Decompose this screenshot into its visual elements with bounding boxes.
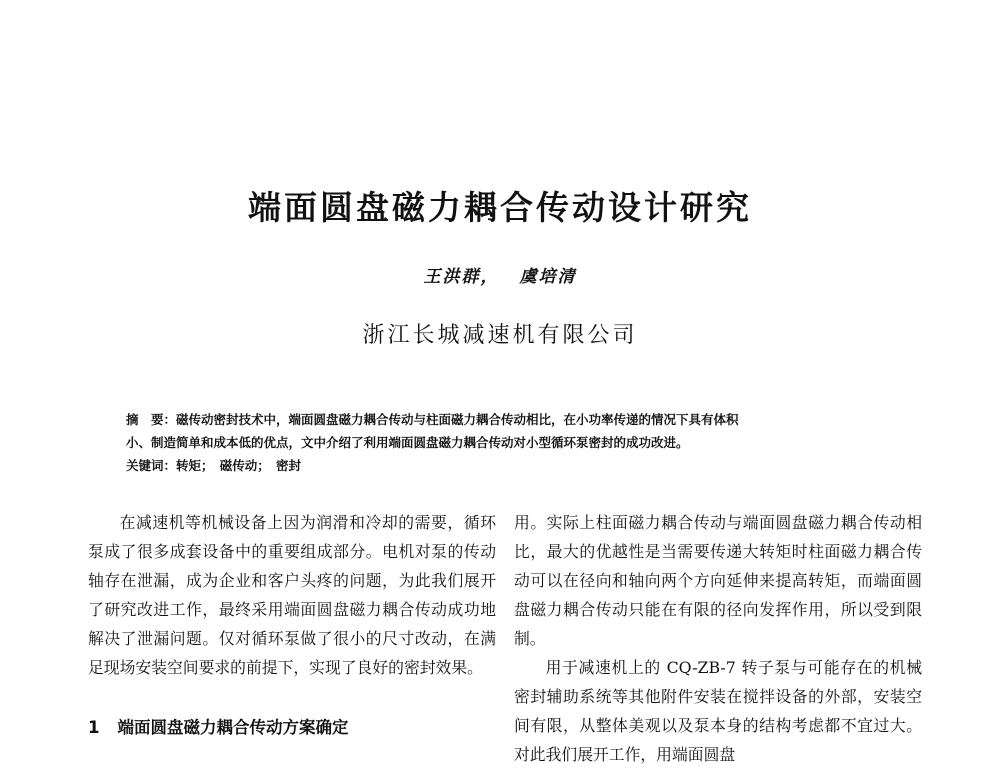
keywords-label: 关键词：: [126, 458, 177, 473]
abstract-line-1: [126, 408, 886, 431]
abstract-text-1: 磁传动密封技术中，端面圆盘磁力耦合传动与柱面磁力耦合传动相比，在小功率传递的情况下具有体积: [176, 412, 739, 427]
right-paragraph-2: 用于减速机上的 CQ-ZB-7 转子泵与可能存在的机械密封辅助系统等其他附件安装在搅拌设备的外部，安装空间有限，从整体美观以及泵本身的结构考虑都不宜过大。对此我们展开工作，用端面圆盘: [514, 658, 922, 764]
author-1: 王洪群，: [423, 267, 500, 287]
keywords-text: 转矩； 磁传动； 密封: [176, 458, 302, 473]
section-title: 端面圆盘磁力耦合传动方案确定: [117, 718, 349, 737]
left-column: [88, 508, 496, 682]
left-paragraph: 在减速机等机械设备上因为润滑和冷却的需要，循环泵成了很多成套设备中的重要组成部分。电机对泵的传动轴存在泄漏，成为企业和客户头疼的问题，为此我们展开了研究改进工作，最终采用端面圆盘磁力耦合传动成功地解决了泄漏问题。仅对循环泵做了很小的尺寸改动，在满足现场安装空间要求的前提下，实现了良好的密封效果。: [88, 513, 496, 677]
section-heading: [88, 714, 348, 738]
abstract-label: 摘 要：: [126, 412, 177, 427]
abstract-block: [126, 408, 886, 477]
author-2: 虞培清: [519, 267, 577, 287]
right-paragraph-1: 用。实际上柱面磁力耦合传动与端面圆盘磁力耦合传动相比，最大的优越性是当需要传递大转矩时柱面磁力耦合传动可以在径向和轴向两个方向延伸来提高转矩，而端面圆盘磁力耦合传动只能在有限的径向发挥作用，所以受到限制。: [514, 513, 922, 648]
abstract-line-2: 小、制造简单和成本低的优点，文中介绍了利用端面圆盘磁力耦合传动对小型循环泵密封的成功改进。: [126, 435, 689, 450]
section-number: 1: [88, 718, 100, 737]
keywords-line: [126, 454, 886, 477]
authors: [0, 262, 1000, 287]
right-column: [514, 508, 922, 769]
affiliation: 浙江长城减速机有限公司: [362, 323, 638, 348]
paper-title: 端面圆盘磁力耦合传动设计研究: [248, 188, 752, 227]
